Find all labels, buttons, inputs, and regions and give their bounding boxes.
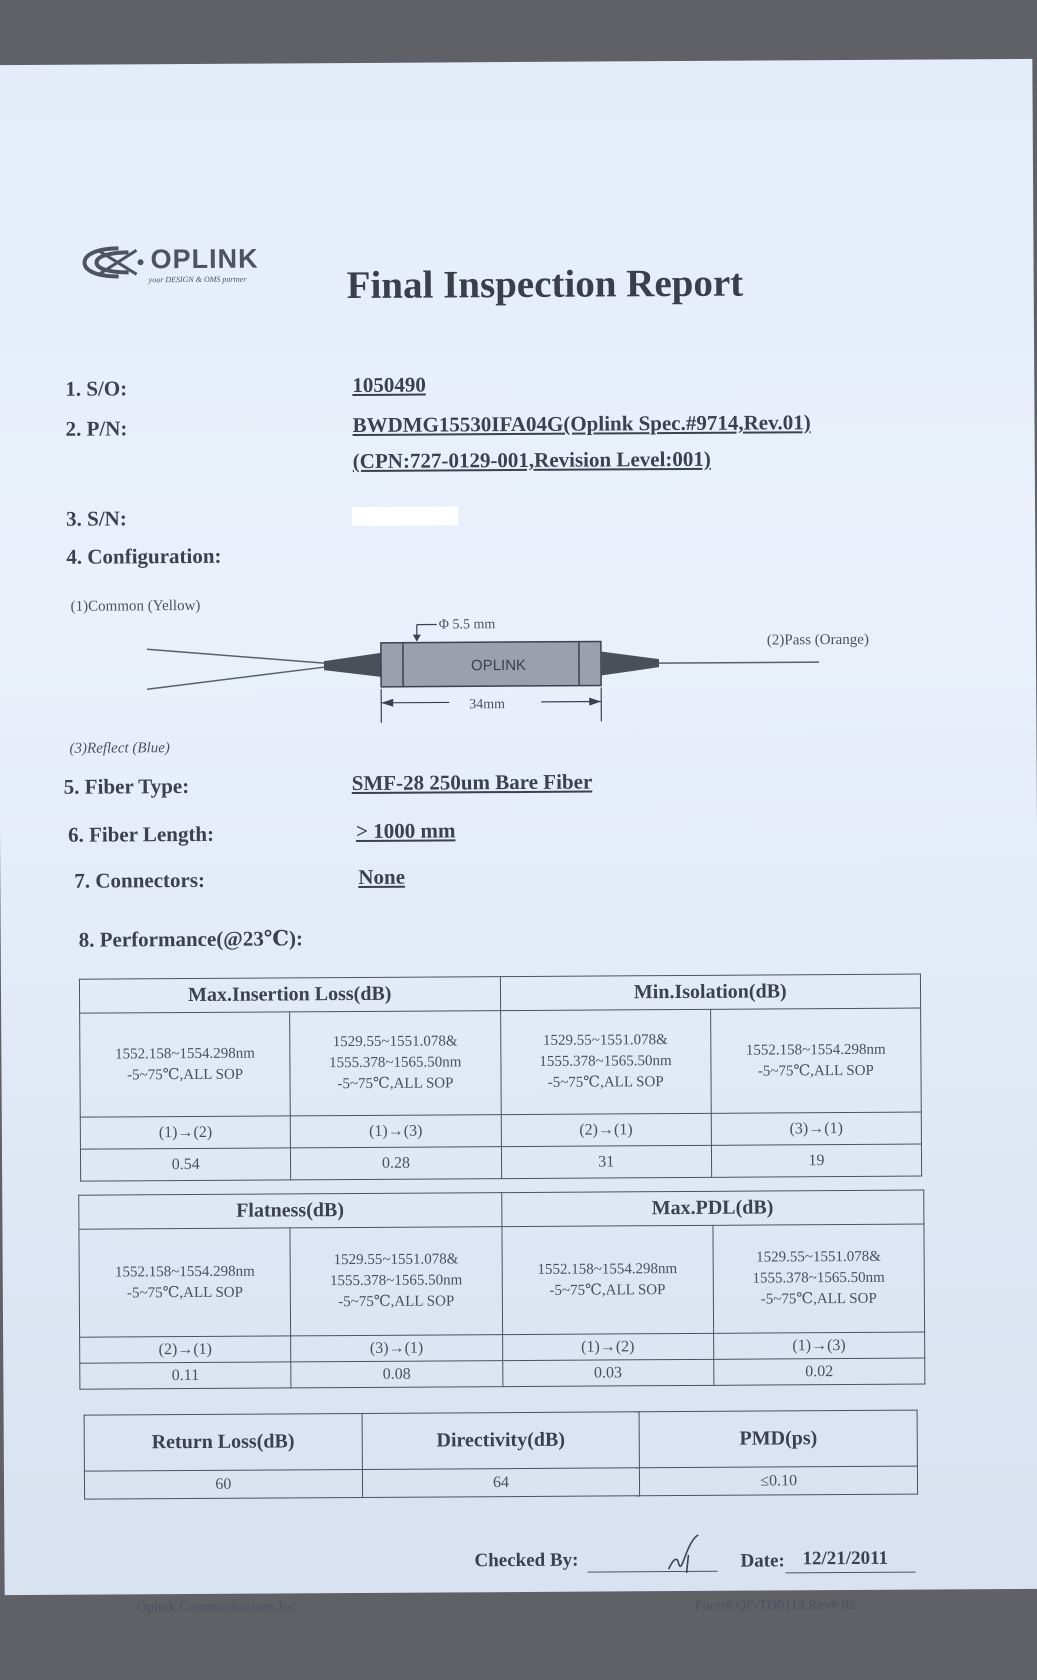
so-value: 1050490 <box>352 372 426 398</box>
directivity-header: Directivity(dB) <box>362 1412 640 1470</box>
pn-label: 2. P/N: <box>65 416 128 441</box>
port-cell: (2)→(1) <box>501 1113 711 1146</box>
flatness-pdl-table <box>78 1190 925 1390</box>
value-cell: 0.28 <box>291 1147 501 1180</box>
value-cell: ≤0.10 <box>640 1466 918 1496</box>
pn-value: BWDMG15530IFA04G(Oplink Spec.#9714,Rev.01) <box>352 410 811 438</box>
port-cell: (2)→(1) <box>80 1336 291 1363</box>
value-cell: 0.02 <box>714 1358 925 1385</box>
sn-label: 3. S/N: <box>66 506 127 531</box>
connectors-label: 7. Connectors: <box>74 867 206 893</box>
fiber-length-value: > 1000 mm <box>355 818 456 843</box>
pass-port-label: (2)Pass (Orange) <box>766 631 869 649</box>
common-fiber <box>147 648 324 664</box>
performance-label: 8. Performance(@23℃): <box>78 926 304 952</box>
condition-cell: 1552.158~1554.298nm -5~75℃,ALL SOP <box>80 1012 291 1117</box>
condition-cell: 1529.55~1551.078& 1555.378~1565.50nm -5~75℃,ALL SOP <box>713 1224 925 1333</box>
return-loss-table <box>84 1410 919 1500</box>
company-name: Oplink Communications,Inc. <box>136 1599 300 1616</box>
common-port-label: (1)Common (Yellow) <box>70 597 201 615</box>
left-boot <box>324 653 381 677</box>
date-label: Date: <box>740 1550 785 1572</box>
form-number: Form#:QF-TD0113,Rev#:02 <box>694 1597 856 1614</box>
reflect-port-label: (3)Reflect (Blue) <box>69 740 170 757</box>
fiber-type-value: SMF-28 250um Bare Fiber <box>351 769 593 796</box>
checked-by-label: Checked By: <box>474 1549 579 1572</box>
sn-redaction <box>352 506 458 526</box>
logo-tagline: your DESIGN & OMS partner <box>148 274 247 285</box>
port-cell: (1)→(2) <box>502 1333 713 1360</box>
reflect-fiber <box>147 667 324 689</box>
oplink-logo-icon <box>78 242 148 282</box>
port-cell: (1)→(3) <box>713 1332 924 1359</box>
value-cell: 31 <box>501 1145 711 1178</box>
report-paper <box>0 59 1037 1616</box>
body-label: OPLINK <box>470 656 527 675</box>
condition-cell: 1552.158~1554.298nm -5~75℃,ALL SOP <box>79 1228 291 1337</box>
oplink-logo <box>78 241 298 290</box>
date-value: 12/21/2011 <box>802 1547 889 1570</box>
logo-brand: OPLINK <box>150 243 259 275</box>
insertion-loss-header: Max.Insertion Loss(dB) <box>79 977 500 1014</box>
value-cell: 0.08 <box>291 1361 502 1388</box>
port-cell: (1)→(2) <box>80 1116 290 1149</box>
cpn-value: (CPN:727-0129-001,Revision Level:001) <box>352 446 711 474</box>
report-title: Final Inspection Report <box>346 261 744 308</box>
insertion-isolation-table <box>79 974 922 1182</box>
condition-cell: 1529.55~1551.078& 1555.378~1565.50nm -5~75℃,ALL SOP <box>500 1009 711 1114</box>
diameter-label: Φ 5.5 mm <box>438 617 496 633</box>
right-boot <box>601 651 659 675</box>
value-cell: 0.54 <box>80 1148 290 1181</box>
device-drawing <box>59 587 960 762</box>
value-cell: 64 <box>362 1468 640 1498</box>
length-label: 34mm <box>469 697 506 713</box>
isolation-header: Min.Isolation(dB) <box>500 974 921 1011</box>
configuration-diagram <box>59 587 960 762</box>
so-label: 1. S/O: <box>65 376 128 401</box>
port-cell: (3)→(1) <box>711 1112 921 1145</box>
port-cell: (1)→(3) <box>291 1115 501 1148</box>
signature-mark <box>664 1533 708 1575</box>
condition-cell: 1552.158~1554.298nm -5~75℃,ALL SOP <box>501 1225 713 1334</box>
return-loss-header: Return Loss(dB) <box>84 1413 362 1471</box>
config-label: 4. Configuration: <box>66 543 222 569</box>
connectors-value: None <box>358 864 406 889</box>
pmd-header: PMD(ps) <box>639 1410 917 1468</box>
value-cell: 0.11 <box>80 1362 291 1389</box>
value-cell: 60 <box>84 1469 362 1499</box>
port-cell: (3)→(1) <box>291 1335 502 1362</box>
flatness-header: Flatness(dB) <box>79 1193 502 1230</box>
pass-fiber <box>659 662 819 663</box>
condition-cell: 1529.55~1551.078& 1555.378~1565.50nm -5~75℃,ALL SOP <box>290 1011 501 1116</box>
date-line <box>786 1572 916 1574</box>
fiber-type-label: 5. Fiber Type: <box>63 774 190 799</box>
fiber-length-label: 6. Fiber Length: <box>67 821 215 847</box>
value-cell: 0.03 <box>502 1359 713 1386</box>
value-cell: 19 <box>711 1144 921 1177</box>
condition-cell: 1552.158~1554.298nm -5~75℃,ALL SOP <box>710 1008 921 1113</box>
pdl-header: Max.PDL(dB) <box>501 1190 924 1227</box>
condition-cell: 1529.55~1551.078& 1555.378~1565.50nm -5~75℃,ALL SOP <box>290 1227 502 1336</box>
